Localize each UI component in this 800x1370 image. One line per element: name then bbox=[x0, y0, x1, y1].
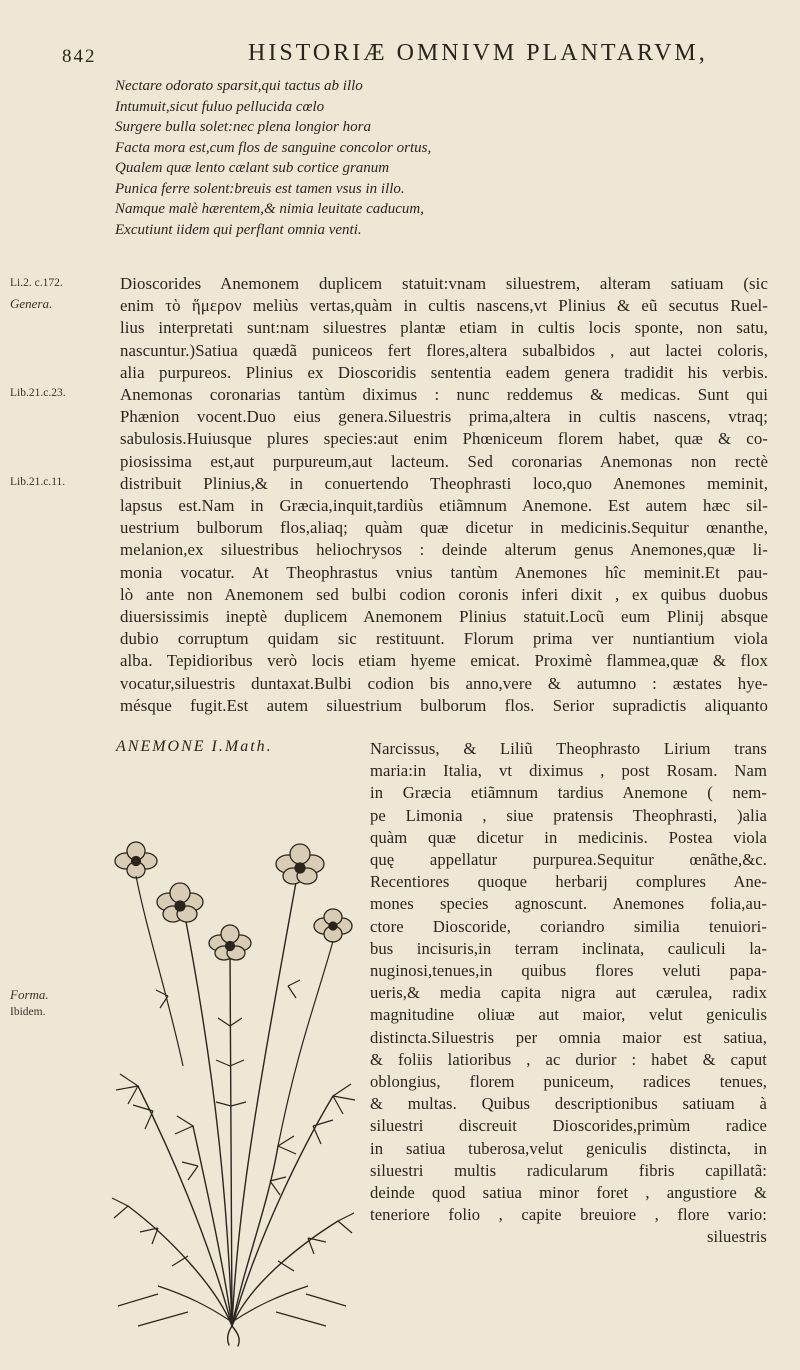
text-line: melanion,ex siluestribus heliochrysos : deinde alterum genus Anemones,quæ li- bbox=[120, 540, 768, 560]
verse-line: Excutiunt iidem qui perflant omnia venti. bbox=[115, 221, 362, 238]
text-line: Dioscorides Anemonem duplicem statuit:vnam siluestrem, alteram satiuam (sic bbox=[120, 274, 768, 293]
text-line: & foliis latioribus , ac durior : habet & caput bbox=[370, 1049, 767, 1069]
text-line: uestrium bulborum flos,aliaq; quàm quæ dicetur in medicinis.Sequitur œnanthe, bbox=[120, 518, 768, 538]
text-line: enim τὸ ἥμερον meliùs vertas,quàm in cultis nascens,vt Plinius & eũ secutus Ruel- bbox=[120, 296, 768, 316]
verse-line: Surgere bulla solet:nec plena longior hora bbox=[115, 119, 371, 135]
text-line: mones species agnoscunt. Anemones folia,au- bbox=[370, 894, 767, 914]
text-line: alia purpureos. Plinius ex Dioscoridis sententia eadem genera tradidit his verbis. bbox=[120, 362, 768, 382]
margin-reference: Lib.21.c.11. bbox=[10, 476, 66, 488]
text-line: distincta.Siluestris per omnia maior est satiua, bbox=[370, 1027, 767, 1047]
text-line: pe Limonia , siue pratensis Theophrasti, )alia bbox=[370, 805, 767, 825]
text-line: siluestris bbox=[706, 1227, 767, 1247]
figure-caption: ANEMONE I.Math. bbox=[116, 738, 273, 755]
text-line: dubio corruptum quidam sic restituunt. Florum prima ver nuntiantium viola bbox=[120, 629, 768, 649]
running-head: HISTORIÆ OMNIVM PLANTARVM, bbox=[248, 40, 708, 66]
text-line: lius interpretati sunt:nam siluestres plantæ etiam in cultis locis sponte, non satu, bbox=[120, 318, 768, 338]
text-line: ueris,& media capita nigra aut cærulea, radix bbox=[370, 983, 767, 1003]
text-line: piosissima est,aut purpureum,aut lacteum. Sed coronarias Anemonas non rectè bbox=[120, 451, 768, 471]
text-line: nuginosi,tenues,in quibus flores veluti papa- bbox=[370, 961, 767, 981]
text-line: lò ante non Anemonem sed bulbi codion coronis inferi dixit , ex quibus duobus bbox=[120, 584, 768, 604]
text-line: Anemonas coronarias tantùm diximus : nunc reddemus & medicas. Sunt qui bbox=[120, 385, 768, 405]
text-line: nascuntur.)Satiua quædã puniceos fert flores,altera subalbidos , aut lactei coloris, bbox=[120, 340, 768, 360]
text-line: bus incisuris,in terram inclinata, cauliculi la- bbox=[370, 938, 767, 958]
text-line: Recentiores quoque herbarij complures Ane- bbox=[370, 872, 767, 892]
text-line: siluestri discreuit Dioscorides,primùm radice bbox=[370, 1116, 767, 1136]
text-line: lapsus est.Nam in Græcia,inquit,tardiùs etiãmnum Anemone. Est autem hæc sil- bbox=[120, 496, 768, 516]
main-text-block bbox=[120, 273, 768, 717]
text-line: diuersissimis ineptè duplicem Anemonem Plinius statuit.Locũ eum Plinij absque bbox=[120, 607, 768, 627]
verse-line: Nectare odorato sparsit,qui tactus ab illo bbox=[115, 78, 363, 94]
margin-heading-genera: Genera. bbox=[10, 296, 53, 311]
anemone-plant-illustration bbox=[98, 766, 366, 1350]
text-line: quàm quæ dicetur in medicinis. Postea viola bbox=[370, 827, 767, 847]
text-line: monia vocatur. At Theophrastus vnius tantùm Anemones hîc meminit.Et pau- bbox=[120, 562, 768, 582]
verse-line: Intumuit,sicut fuluo pellucida cœlo bbox=[115, 98, 325, 115]
text-line: sabulosis.Huiusque plures species:aut enim Phœniceum florem habet, quæ & co- bbox=[120, 429, 768, 449]
text-line: alba. Tepidioribus verò locis etiam hyeme emicat. Proximè flammea,quæ & flox bbox=[120, 651, 768, 671]
margin-reference: Li.2. c.172. bbox=[10, 277, 63, 289]
verse-line: Qualem quæ lento cælant sub cortice granum bbox=[115, 160, 390, 176]
verse-line: Facta mora est,cum flos de sanguine concolor ortus, bbox=[115, 139, 432, 156]
text-line: quę appellatur purpurea.Sequitur œnãthe,&c. bbox=[370, 850, 767, 870]
page-header bbox=[40, 40, 780, 70]
text-line: vocatur,siluestris duntaxat.Bulbi codion bis anno,vere & autumno : æstates hye- bbox=[120, 673, 768, 693]
margin-heading-forma: Forma. bbox=[10, 987, 49, 1002]
margin-reference: Ibidem. bbox=[10, 1006, 46, 1018]
text-line: in satiua tuberosa,velut geniculis distincta, in bbox=[370, 1138, 767, 1158]
text-line: maria:in Italia, vt diximus , post Rosam. Nam bbox=[370, 761, 767, 781]
text-line: Phænion vocent.Duo eius genera.Siluestris prima,altera in cultis nascens, vtraq; bbox=[120, 407, 768, 427]
text-line: & multas. Quibus descriptionibus satiuam à bbox=[370, 1094, 767, 1114]
text-line: deinde quod satiua minor foret , angustiore & bbox=[370, 1183, 767, 1203]
text-line: Narcissus, & Liliũ Theophrasto Lirium trans bbox=[370, 739, 767, 758]
text-line: magnitudine oliuæ aut maior, velut geniculis bbox=[370, 1005, 767, 1025]
text-line: teneriore folio , capite breuiore , flore vario: bbox=[370, 1205, 767, 1225]
text-line: ctore Dioscoride, coriandro similia tenuiori- bbox=[370, 916, 767, 936]
verse-line: Namque malè hærentem,& nimia leuitate caducum, bbox=[115, 201, 424, 217]
text-line: oblongius, florem puniceum, radices tenues, bbox=[370, 1072, 767, 1092]
text-line: in Græcia etiãmnum tardius Anemone ( nem- bbox=[370, 783, 767, 803]
verse-quotation bbox=[115, 76, 615, 240]
margin-reference: Lib.21.c.23. bbox=[10, 387, 66, 399]
anemone-woodcut-figure bbox=[98, 738, 366, 1350]
verse-line: Punica ferre solent:breuis est tamen vsus in illo. bbox=[115, 180, 405, 197]
text-beside-figure bbox=[370, 738, 767, 1249]
text-line: distribuit Plinius,& in conuertendo Theophrasti loco,quo Anemones meminit, bbox=[120, 473, 768, 493]
text-line: siluestri multis radicularum fibris capillatã: bbox=[370, 1160, 767, 1180]
page-number: 842 bbox=[62, 46, 97, 67]
text-line: mésque fugit.Est autem siluestrium bulborum flos. Serior supradictis aliquanto bbox=[120, 695, 768, 715]
